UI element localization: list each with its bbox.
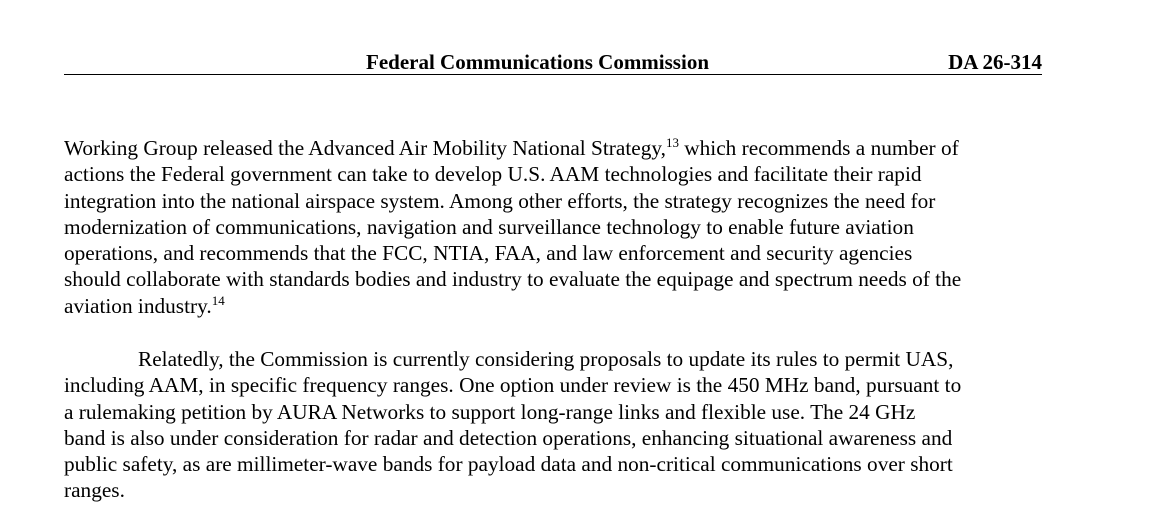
footnote-reference-14[interactable]: 14 — [211, 292, 225, 308]
paragraph-line — [64, 135, 1064, 161]
paragraph-line: public safety, as are millimeter-wave bands for payload data and non-critical communications over short — [64, 452, 953, 477]
paragraph-line — [64, 293, 1064, 319]
paragraph-line: operations, and recommends that the FCC, NTIA, FAA, and law enforcement and security agencies — [64, 241, 913, 266]
header-title: Federal Communications Commission — [366, 50, 709, 74]
footnote-reference-13[interactable]: 13 — [665, 135, 679, 150]
page-header — [64, 50, 1042, 75]
paragraph-line: integration into the national airspace system. Among other efforts, the strategy recognizes the need for — [64, 188, 936, 213]
paragraph-line: should collaborate with standards bodies and industry to evaluate the equipage and spectrum needs of the — [64, 267, 962, 292]
body-paragraph-1 — [64, 135, 1064, 319]
paragraph-line: actions the Federal government can take to develop U.S. AAM technologies and facilitate their rapid — [64, 162, 922, 187]
paragraph-line: a rulemaking petition by AURA Networks to support long-range links and flexible use. The 24 GHz — [64, 399, 916, 424]
paragraph-text: which recommends a number of — [678, 136, 959, 160]
paragraph-line: ranges. — [64, 478, 125, 503]
paragraph-text: aviation industry. — [64, 293, 212, 318]
paragraph-line: band is also under consideration for radar and detection operations, enhancing situational awareness and — [64, 425, 953, 450]
paragraph-line: including AAM, in specific frequency ranges. One option under review is the 450 MHz band, pursuant to — [64, 373, 962, 398]
paragraph-text: Working Group released the Advanced Air Mobility National Strategy, — [64, 136, 666, 160]
body-paragraph-2 — [64, 346, 1064, 504]
document-number: DA 26-314 — [948, 50, 1042, 74]
paragraph-line: Relatedly, the Commission is currently considering proposals to update its rules to permit UAS, — [138, 347, 954, 371]
paragraph-line: modernization of communications, navigation and surveillance technology to enable future aviation — [64, 214, 914, 239]
